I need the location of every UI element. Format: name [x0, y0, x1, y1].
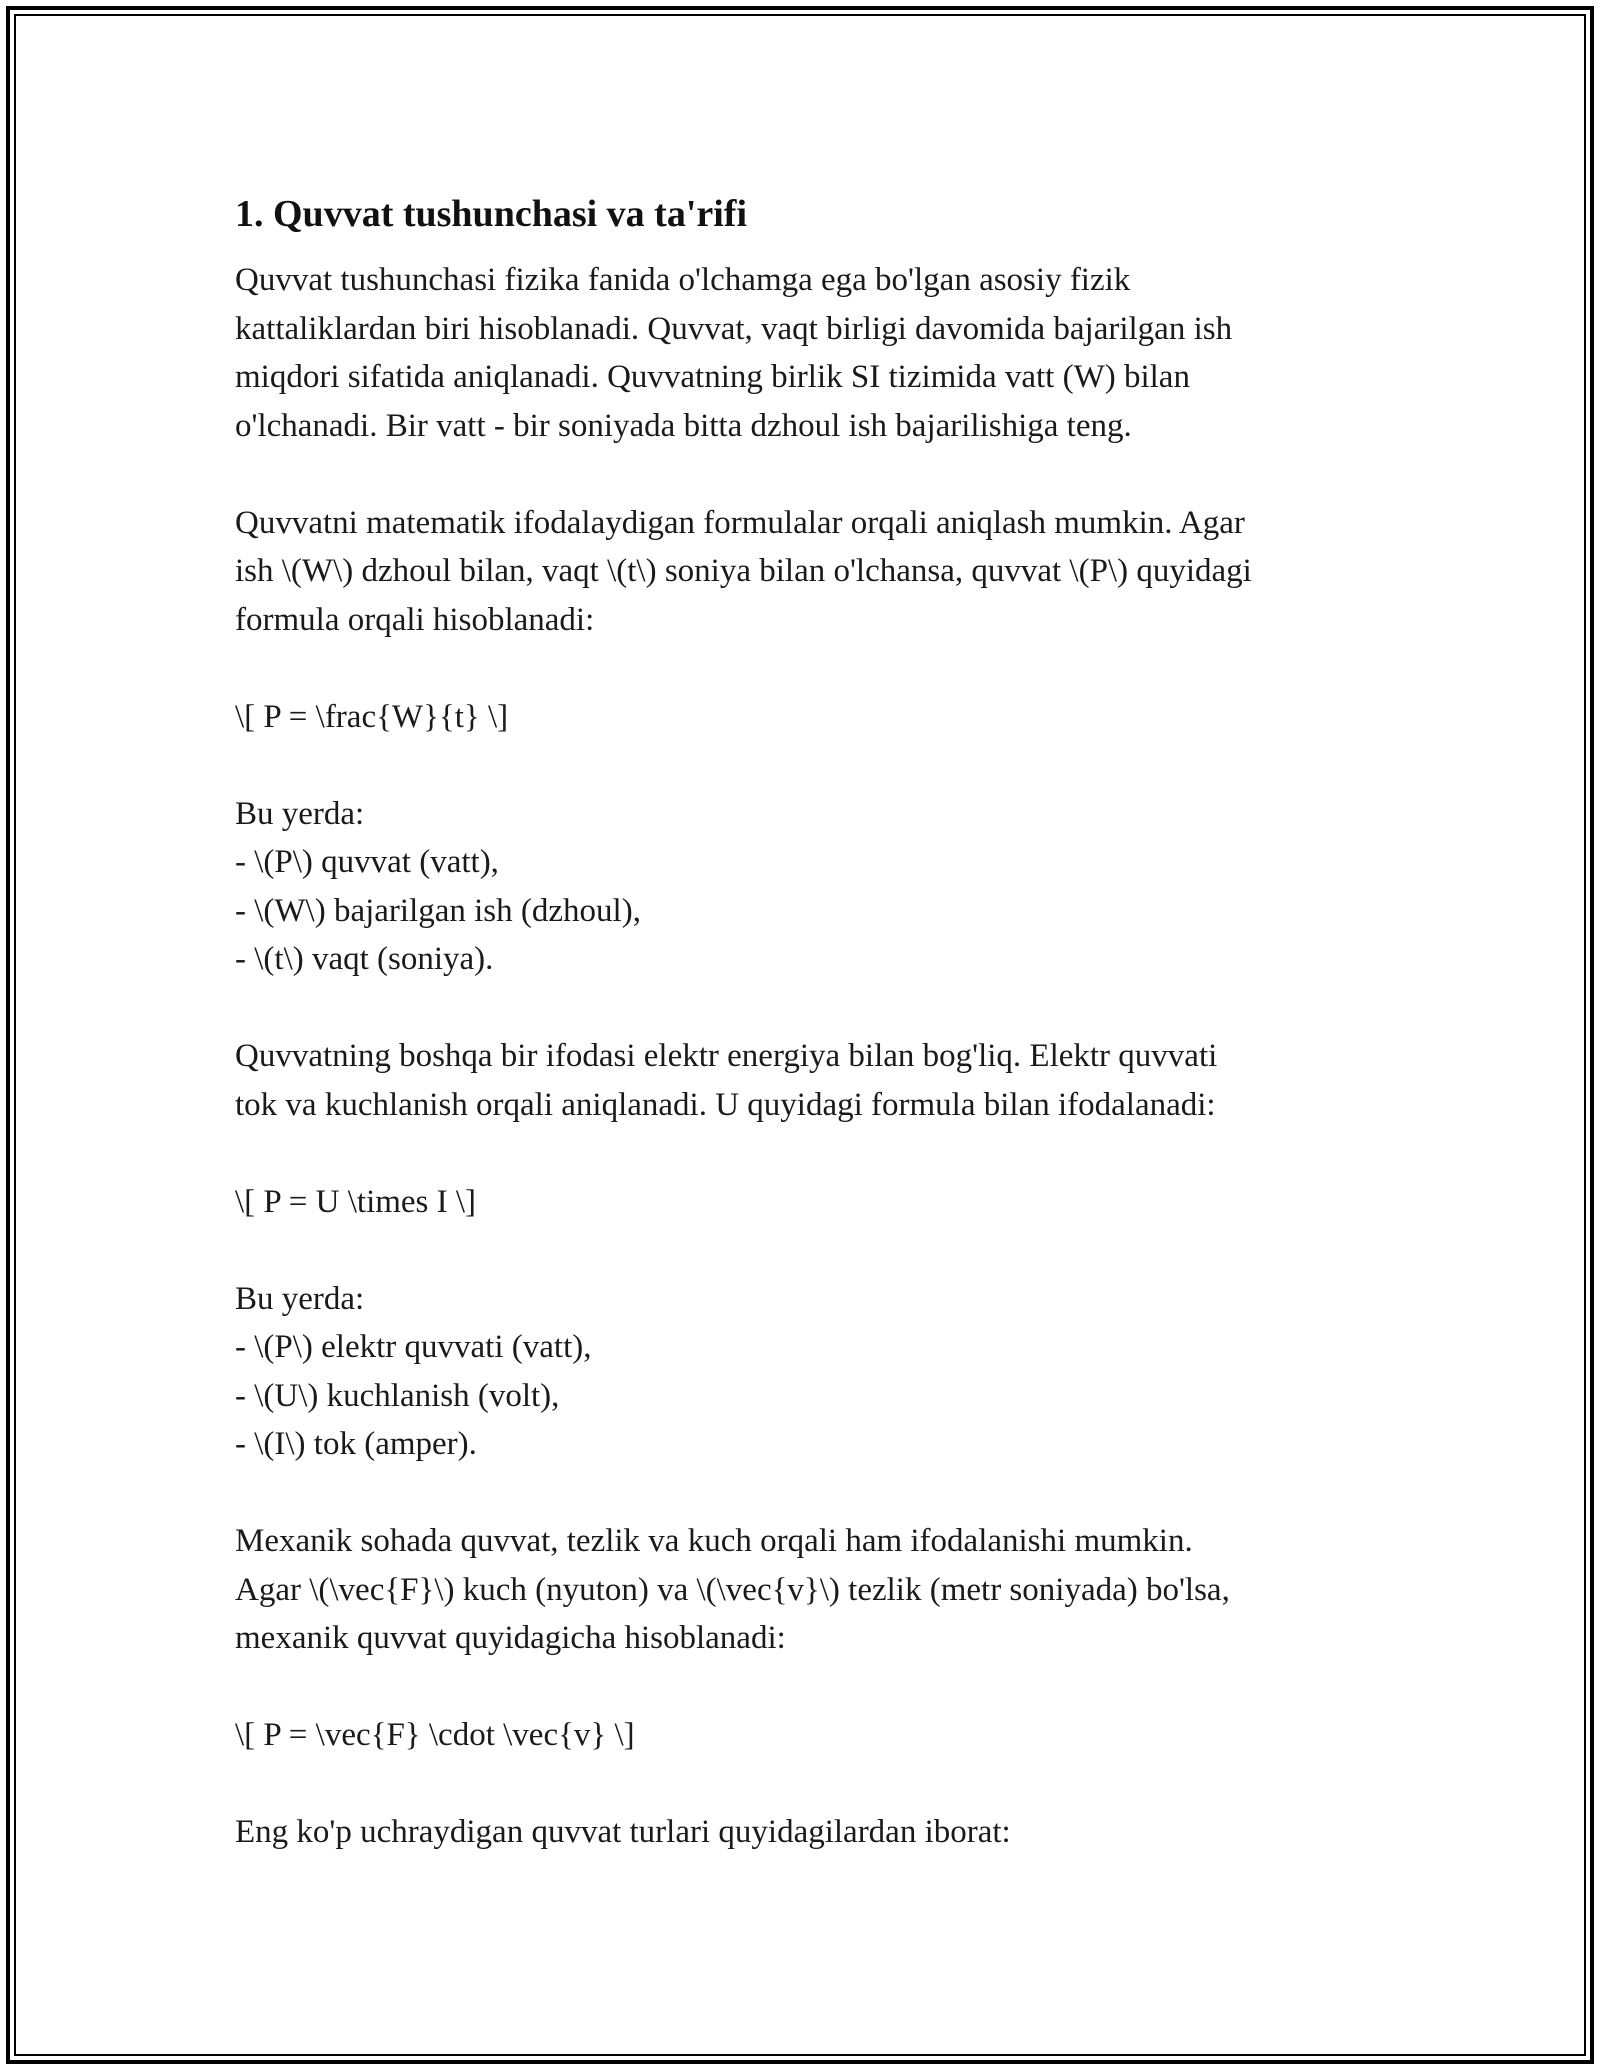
- paragraph-mechanical: [235, 1517, 1385, 1663]
- document-body: [235, 186, 1385, 1905]
- paragraph-power-types: [235, 1808, 1385, 1857]
- formula-electric-power: [235, 1178, 1385, 1227]
- definitions-list-1: [235, 790, 1385, 984]
- list-item: - \(P\) elektr quvvati (vatt),: [235, 1329, 592, 1365]
- paragraph-line: formula orqali hisoblanadi:: [235, 601, 595, 638]
- paragraph-line: tok va kuchlanish orqali aniqlanadi. U quyidagi formula bilan ifodalanadi:: [235, 1086, 1216, 1123]
- paragraph-line: Mexanik sohada quvvat, tezlik va kuch orqali ham ifodalanishi mumkin.: [235, 1523, 1193, 1559]
- formula-line: \[ P = \vec{F} \cdot \vec{v} \]: [235, 1717, 635, 1753]
- paragraph-line: miqdori sifatida aniqlanadi. Quvvatning birlik SI tizimida vatt (W) bilan: [235, 359, 1190, 395]
- paragraph-intro: [235, 256, 1385, 450]
- paragraph-line: Quvvatni matematik ifodalaydigan formulalar orqali aniqlash mumkin. Agar: [235, 504, 1245, 541]
- paragraph-line: Eng ko'p uchraydigan quvvat turlari quyidagilardan iborat:: [235, 1814, 1011, 1850]
- list-item: - \(W\) bajarilgan ish (dzhoul),: [235, 892, 641, 929]
- formula-line: \[ P = \frac{W}{t} \]: [235, 698, 509, 735]
- list-item: Bu yerda:: [235, 1280, 365, 1317]
- definitions-list-2: [235, 1275, 1385, 1469]
- list-item: Bu yerda:: [235, 795, 365, 832]
- paragraph-line: kattaliklardan biri hisoblanadi. Quvvat, vaqt birligi davomida bajarilgan ish: [235, 310, 1233, 347]
- formula-line: \[ P = U \times I \]: [235, 1183, 477, 1220]
- paragraph-line: ish \(W\) dzhoul bilan, vaqt \(t\) soniya bilan o'lchansa, quvvat \(P\) quyidagi: [235, 553, 1252, 589]
- paragraph-line: Quvvat tushunchasi fizika fanida o'lchamga ega bo'lgan asosiy fizik: [235, 262, 1131, 298]
- paragraph-line: o'lchanadi. Bir vatt - bir soniyada bitta dzhoul ish bajarilishiga teng.: [235, 407, 1132, 444]
- list-item: - \(I\) tok (amper).: [235, 1426, 477, 1462]
- paragraph-line: Quvvatning boshqa bir ifodasi elektr energiya bilan bog'liq. Elektr quvvati: [235, 1038, 1218, 1074]
- section-heading: 1. Quvvat tushunchasi va ta'rifi: [235, 193, 748, 235]
- paragraph-formula-intro: [235, 499, 1385, 645]
- formula-power-work: [235, 693, 1385, 742]
- list-item: - \(t\) vaqt (soniya).: [235, 941, 494, 977]
- paragraph-electric: [235, 1032, 1385, 1129]
- paragraph-line: Agar \(\vec{F}\) kuch (nyuton) va \(\vec{v}\) tezlik (metr soniyada) bo'lsa,: [235, 1571, 1230, 1608]
- list-item: - \(P\) quvvat (vatt),: [235, 844, 499, 880]
- paragraph-line: mexanik quvvat quyidagicha hisoblanadi:: [235, 1620, 786, 1656]
- list-item: - \(U\) kuchlanish (volt),: [235, 1377, 560, 1414]
- formula-mechanical-power: [235, 1711, 1385, 1760]
